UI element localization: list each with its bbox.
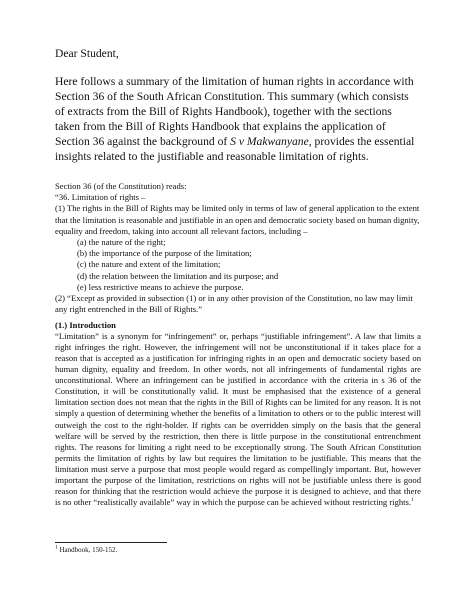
intro-tail-text: , provides the essential insights related to the justifiable and reasonable limitation of rights. (55, 134, 415, 163)
case-name: S v Makwanyane (230, 134, 309, 148)
introduction-heading: (1.) Introduction (55, 320, 116, 330)
intro-paragraph (55, 75, 419, 164)
section-36-title: “36. Limitation of rights – (55, 192, 146, 203)
section-36-extract (55, 181, 421, 315)
section-36-clause-2: (2) “Except as provided in subsection (1) or in any other provision of the Constitution, no law may limit any right entrenched in the Bill of Rights.” (55, 293, 413, 315)
introduction-text: “Limitation” is a synonym for “infringement” or, perhaps “justifiable infringement”. A law that limits a right infringes the right. However, the infringement will not be unconstitutional if it takes place for a reason that is accepted as a justification for infringing rights in an open and democratic society based on human dignity, equality and freedom. In other words, not all infringements of fundamental rights are unconstitutional. Where an infringement can be justified in accordance with the criteria in s 36 of the Constitution, it will be constitutionally valid. It must be emphasised that the existence of a general limitation section does not mean that the rights in the Bill of Rights can be limited for any reason. It is not simply a question of determining whether the benefits of a limitation to others or to the public interest will outweigh the cost to the right-holder. If rights can be overridden simply on the basis that the general welfare will be served by the restriction, then there is little purpose in the constitutional entrenchment rights. The reasons for limiting a right need to be exceptionally strong. The South African Constitution permits the limitation of rights by law but requires the limitation to be justifiable. This means that the limitation must serve a purpose that most people would regard as compellingly important. But, however important the purpose of the limitation, restrictions on rights will not be justifiable unless there is good reason for thinking that the restriction would achieve the purpose it is designed to achieve, and that there is no other “realistically available” way in which the purpose can be achieved without restricting rights. (55, 331, 421, 507)
footnote-reference[interactable]: 1 (411, 497, 414, 504)
factor-item: (c) the nature and extent of the limitation; (77, 259, 221, 270)
footnote (55, 546, 117, 555)
section-36-heading: Section 36 (of the Constitution) reads: (55, 181, 187, 191)
introduction-body (55, 331, 421, 508)
factor-item: (e) less restrictive means to achieve the purpose. (77, 281, 244, 292)
factor-item: (b) the importance of the purpose of the limitation; (77, 248, 252, 259)
footnote-divider (55, 542, 167, 543)
section-36-clause-1: (1) The rights in the Bill of Rights may be limited only in terms of law of general application to the extent that the limitation is reasonable and justifiable in an open and democratic society based on human dignity, equality and freedom, taking into account all relevant factors, including – (55, 203, 420, 236)
footnote-text: Handbook, 150-152. (57, 546, 118, 554)
footnote-marker: 1 (55, 544, 58, 551)
intro-main-text: Here follows a summary of the limitation of human rights in accordance with Section 36 of the South African Constitution. This summary (which consists of extracts from the Bill of Rights Handbook), together with the sections taken from the Bill of Rights Handbook that explains the application of Section 36 against the background of (55, 75, 414, 148)
greeting: Dear Student, (55, 47, 119, 60)
factor-item: (d) the relation between the limitation and its purpose; and (77, 270, 279, 281)
factor-item: (a) the nature of the right; (77, 237, 166, 248)
